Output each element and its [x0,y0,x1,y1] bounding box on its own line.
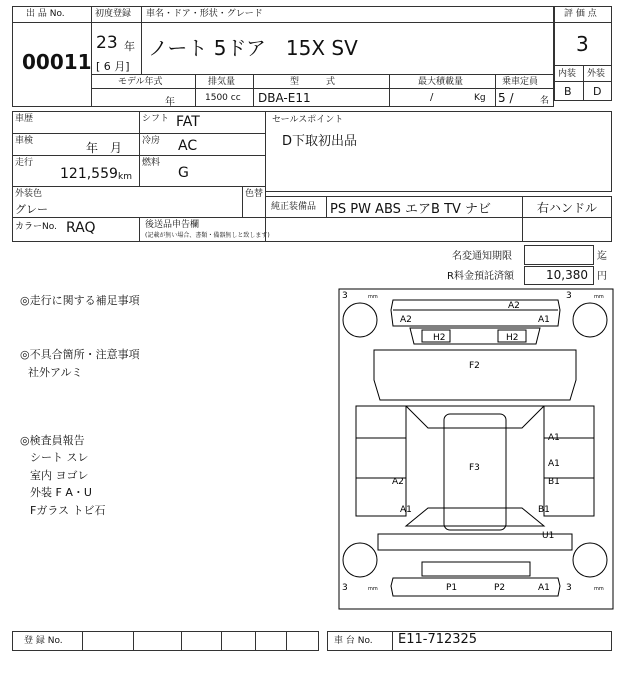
body-left [356,406,406,516]
defect-item: 社外アルミ [28,366,83,379]
tire-tag-bottom-left [342,583,378,593]
name-change-deadline-label: 名変通知期限 [452,251,512,262]
divider [139,111,140,186]
lot-number-value: 00011 [22,50,92,74]
score-value: 3 [576,32,589,56]
divider [133,631,134,651]
chassis-number-label: 車 台 No. [334,636,373,646]
hood [374,350,576,400]
svg-text:F3: F3 [469,463,480,473]
first-registration-month: [ 6 月] [96,60,130,73]
inspector-item: Fガラス トビ石 [30,504,106,517]
svg-text:3: 3 [342,291,348,301]
divider [12,155,266,156]
tail-plate [422,562,530,576]
tire-tag-bottom-right [566,583,604,593]
mileage-value: 121,559 [60,166,118,182]
divider [326,196,327,217]
capacity-label: 乗車定員 [502,77,539,87]
score-label: 評 価 点 [564,9,597,19]
diagram-frame [339,289,613,609]
recycle-fee-unit: 円 [597,271,607,282]
aftermarket-note: (記載が無い場合、書類・備器無しと致します) [145,232,270,239]
svg-text:A2: A2 [392,477,404,487]
steering-value: 右ハンドル [537,201,598,215]
rear-window [406,508,544,526]
svg-text:B1: B1 [538,505,550,515]
displacement-value: 1500 cc [205,93,241,103]
svg-text:A1: A1 [548,459,560,469]
fuel-value: G [178,165,189,181]
svg-text:mm: mm [594,586,604,592]
chassis-number-value: E11-712325 [398,632,478,647]
divider [91,22,554,23]
exterior-color-label: 外装色 [15,189,43,199]
svg-text:P2: P2 [494,583,506,593]
svg-text:mm: mm [368,294,378,300]
history-label: 車歴 [15,114,34,124]
color-change-label: 色替 [245,189,264,199]
svg-text:A1: A1 [538,583,550,593]
recycle-fee-value: 10,380 [546,268,588,282]
divider [181,631,182,651]
divider [12,133,266,134]
divider [91,88,554,89]
inspector-item: シート スレ [30,451,89,464]
svg-text:H2: H2 [506,333,519,343]
exterior-score-label: 外装 [587,69,606,79]
max-load-unit: Kg [474,93,486,103]
divider [495,74,496,107]
max-load-label: 最大積載量 [418,77,464,87]
divider [82,631,83,651]
equipment-label: 純正装備品 [271,202,317,212]
tire-tag-top-left [342,291,378,301]
color-number-value: RAQ [66,220,96,236]
equipment-value: PS PW ABS エアB TV ナビ [330,202,492,217]
divider [286,631,287,651]
vehicle-name-label: 車名・ドア・形状・グレード [146,9,263,19]
driving-notes-title: ◎走行に関する補足事項 [20,294,140,307]
inspector-item: 室内 ヨゴレ [30,469,89,482]
max-load-slash: / [430,92,434,103]
svg-text:B1: B1 [548,477,560,487]
svg-text:F2: F2 [469,361,480,371]
sales-point-value: D下取初出品 [282,134,358,149]
type-value: DBA-E11 [258,91,311,105]
divider [139,217,140,242]
wheel-rear-right [573,543,607,577]
svg-text:mm: mm [368,586,378,592]
svg-text:A1: A1 [538,315,550,325]
divider [583,65,584,101]
windshield [406,406,544,428]
inspector-report-title: ◎検査員報告 [20,434,85,447]
svg-text:A2: A2 [508,301,520,311]
capacity-value: 5 / [498,91,514,105]
type-label: 型 式 [290,77,336,87]
name-change-deadline-unit: 迄 [597,251,607,262]
svg-text:U1: U1 [542,531,555,541]
year-suffix: 年 [124,40,135,53]
divider [12,22,92,23]
interior-score-value: B [564,85,572,98]
ac-value: AC [178,138,198,154]
divider [141,6,142,75]
divider [255,631,256,651]
name-change-deadline-field [524,245,594,265]
lot-number-label: 出 品 No. [26,9,65,19]
divider [221,631,222,651]
first-registration-label: 初度登録 [95,9,132,19]
mileage-label: 走行 [15,158,34,168]
svg-text:P1: P1 [446,583,458,593]
damage-diagram [338,288,614,610]
color-number-label: カラーNo. [15,222,57,232]
capacity-unit: 名 [540,96,550,106]
svg-text:A2: A2 [400,315,412,325]
sales-point-label: セールスポイント [272,115,344,125]
inspection-label: 車検 [15,136,34,146]
registration-number-label: 登 録 No. [24,636,63,646]
defects-title: ◎不具合箇所・注意事項 [20,348,140,361]
mileage-unit: km [118,172,132,182]
inspection-value: 年 月 [86,141,123,155]
displacement-label: 排気量 [208,77,236,87]
svg-text:H2: H2 [433,333,446,343]
divider [392,631,393,651]
svg-text:A1: A1 [548,433,560,443]
divider [12,186,266,187]
svg-text:3: 3 [566,583,572,593]
svg-text:3: 3 [566,291,572,301]
svg-text:mm: mm [594,294,604,300]
divider [389,74,390,107]
vehicle-name-value: ノート 5ドア 15X SV [148,36,358,60]
interior-score-label: 内装 [558,69,577,79]
recycle-fee-label: R料金預託済額 [447,271,514,282]
ac-label: 冷房 [142,136,161,146]
shift-label: シフト [142,114,170,124]
wheel-front-right [573,303,607,337]
model-year-value: 年 [165,97,175,108]
wheel-rear-left [343,543,377,577]
front-bumper [391,300,560,326]
exterior-score-value: D [593,85,602,98]
fuel-label: 燃料 [142,158,161,168]
first-registration-year: 23 [96,33,118,53]
divider [554,22,612,23]
svg-text:3: 3 [342,583,348,593]
divider [242,186,243,217]
divider [522,196,523,242]
exterior-color-value: グレー [15,203,48,216]
tire-tag-top-right [566,291,604,301]
divider [253,74,254,107]
inspector-item: 外装 F A・U [30,486,92,499]
aftermarket-label: 後送品申告欄 [145,220,200,230]
divider [265,217,612,218]
model-year-label: モデル年式 [118,77,163,87]
wheel-front-left [343,303,377,337]
rear-bumper [391,578,560,596]
shift-value: FAT [176,114,200,130]
svg-text:A1: A1 [400,505,412,515]
divider [195,74,196,107]
